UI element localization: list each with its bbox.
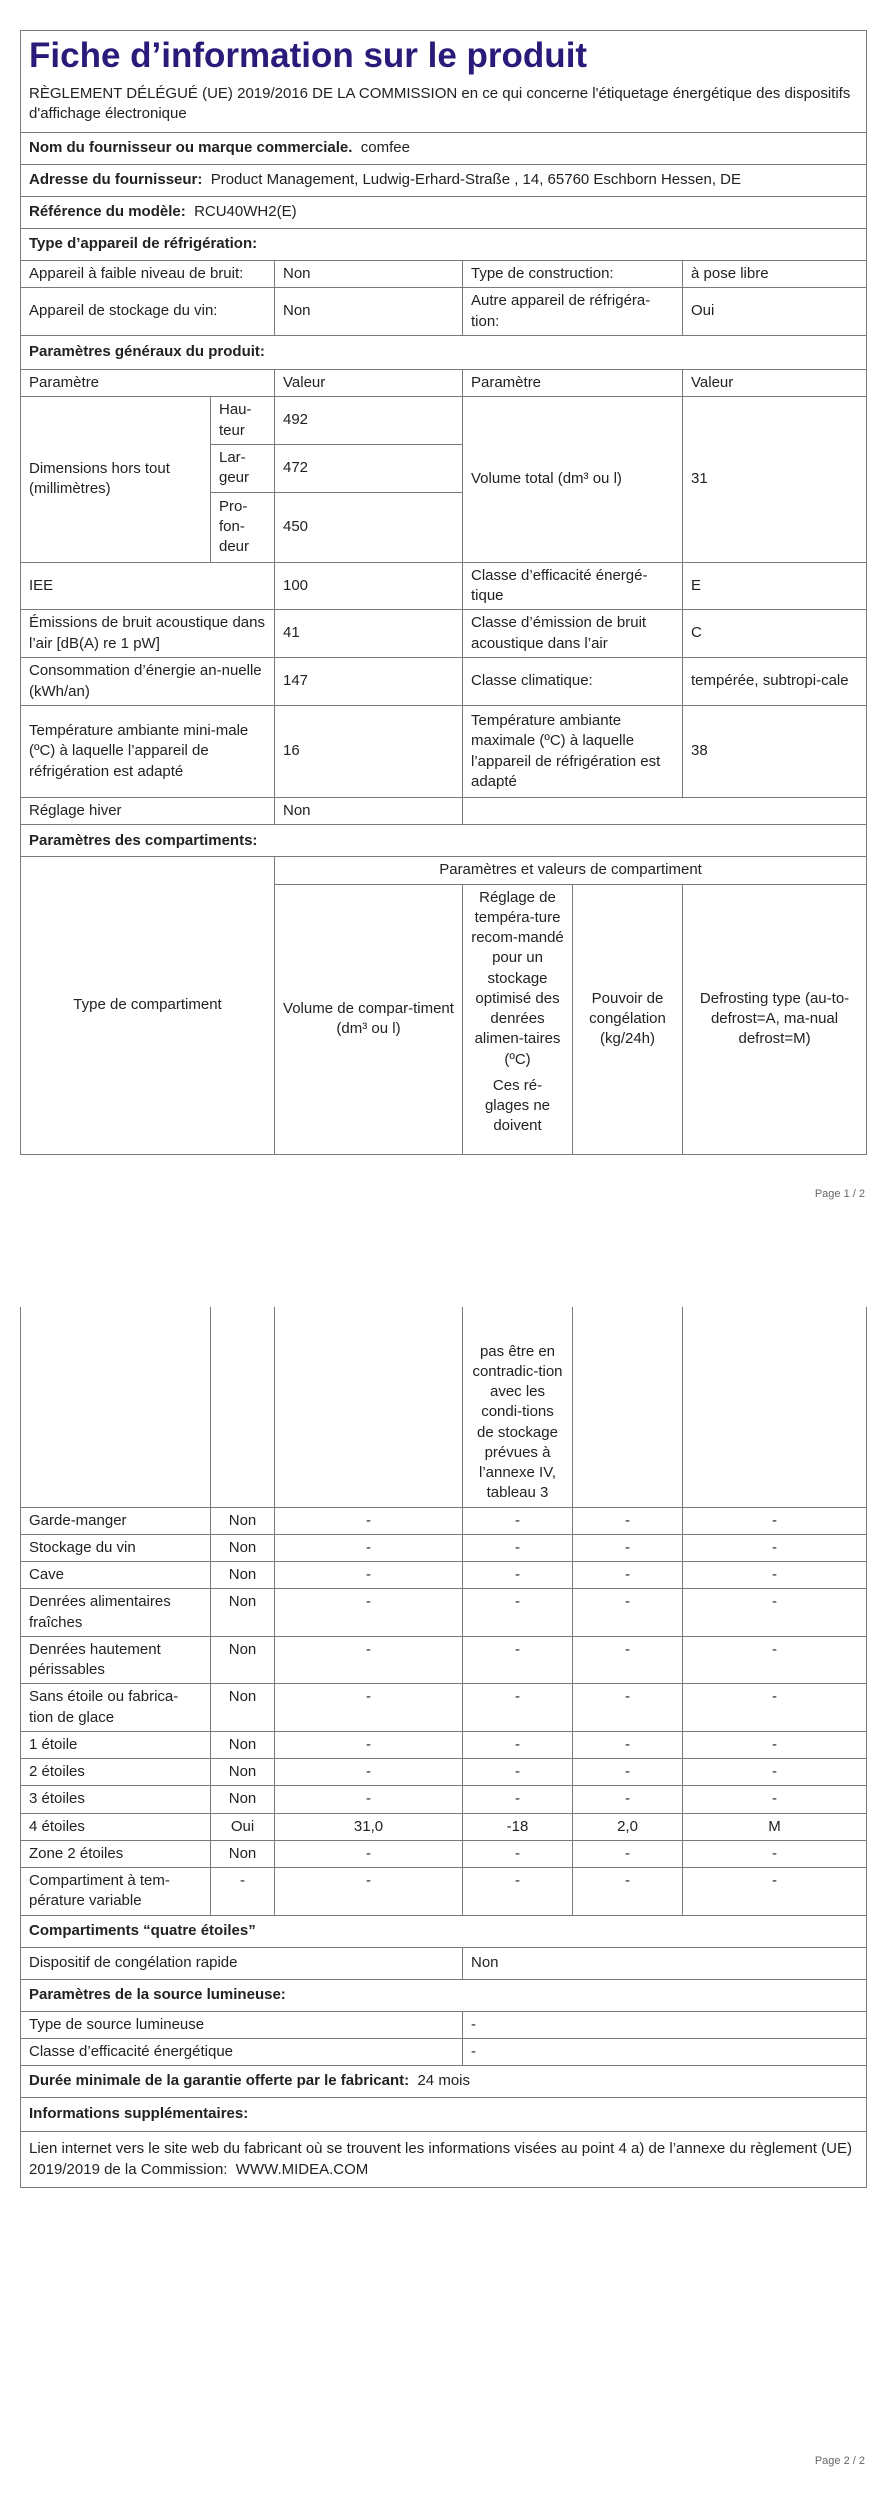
compartment-present: Non [211, 1507, 275, 1534]
fast-freeze-value: Non [463, 1947, 867, 1979]
col-header-param: Paramètre [21, 369, 275, 396]
min-temp-value: 16 [275, 706, 463, 798]
additional-info-heading: Informations supplémentaires: [21, 2098, 867, 2132]
width-label: Lar-geur [211, 445, 275, 493]
compartment-volume: 31,0 [275, 1813, 463, 1840]
compartment-temp: - [463, 1684, 573, 1732]
general-params-heading: Paramètres généraux du produit: [21, 335, 867, 369]
other-appliance-value: Oui [683, 288, 867, 336]
efficiency-class-value: E [683, 562, 867, 610]
compartment-present: Non [211, 1759, 275, 1786]
low-noise-value: Non [275, 261, 463, 288]
supplier-label: Nom du fournisseur ou marque commerciale. [29, 139, 353, 157]
page-title: Fiche d’information sur le produit [29, 36, 588, 75]
winter-setting-label: Réglage hiver [21, 798, 275, 825]
volume-value: 31 [683, 397, 867, 563]
compartment-freezing-capacity: - [573, 1636, 683, 1684]
compartment-freezing-capacity: - [573, 1759, 683, 1786]
compartment-volume: - [275, 1534, 463, 1561]
header-cell [21, 31, 867, 133]
compartment-temp: - [463, 1786, 573, 1813]
compartment-name: Cave [21, 1562, 211, 1589]
product-info-table-page-2 [20, 1307, 867, 2188]
compartment-present: Non [211, 1731, 275, 1758]
compartment-present: Non [211, 1786, 275, 1813]
construction-value: à pose libre [683, 261, 867, 288]
model-value: RCU40WH2(E) [194, 203, 297, 221]
compartment-row [21, 1813, 867, 1840]
compartment-freezing-capacity: - [573, 1684, 683, 1732]
winter-setting-empty [463, 798, 867, 825]
compartment-defrost: - [683, 1868, 867, 1916]
recommended-temp-header-part-1: Réglage de tempéra-ture recom-mandé pour un stockage optimisé des denrées alimen-taires (ºC) [471, 888, 564, 1068]
light-class-value: - [463, 2038, 867, 2065]
compartment-present: - [211, 1868, 275, 1916]
climate-class-value: tempérée, subtropi-cale [683, 658, 867, 706]
compartment-volume: - [275, 1636, 463, 1684]
compartment-name: Sans étoile ou fabrica-tion de glace [21, 1684, 211, 1732]
compartment-defrost: - [683, 1759, 867, 1786]
compartment-defrost: - [683, 1684, 867, 1732]
consumption-label: Consommation d’énergie an-nuelle (kWh/an) [21, 658, 275, 706]
compartment-defrost: - [683, 1786, 867, 1813]
wine-storage-label: Appareil de stockage du vin: [21, 288, 275, 336]
compartment-temp: -18 [463, 1813, 573, 1840]
compartment-defrost: - [683, 1562, 867, 1589]
page-2 [20, 1307, 866, 2188]
compartment-name: 2 étoiles [21, 1759, 211, 1786]
compartment-row [21, 1684, 867, 1732]
compartment-temp: - [463, 1731, 573, 1758]
height-label: Hau-teur [211, 397, 275, 445]
supplier-value: comfee [360, 139, 410, 157]
compartment-defrost: - [683, 1534, 867, 1561]
compartment-row [21, 1759, 867, 1786]
compartment-temp: - [463, 1589, 573, 1637]
col-header-value: Valeur [275, 369, 463, 396]
supplier-row [21, 133, 867, 165]
eei-label: IEE [21, 562, 275, 610]
compartment-name: Compartiment à tem-pérature variable [21, 1868, 211, 1916]
warranty-value: 24 mois [417, 2072, 470, 2090]
light-class-label: Classe d’efficacité énergétique [21, 2038, 463, 2065]
compartment-name: Zone 2 étoiles [21, 1840, 211, 1867]
compartment-row [21, 1507, 867, 1534]
compartment-volume: - [275, 1868, 463, 1916]
eei-value: 100 [275, 562, 463, 610]
page-number-1: Page 1 / 2 [814, 1188, 865, 1200]
page-number-2: Page 2 / 2 [814, 2455, 865, 2467]
compartment-freezing-capacity: - [573, 1840, 683, 1867]
height-value: 492 [275, 397, 463, 445]
noise-value: 41 [275, 610, 463, 658]
compartment-present: Oui [211, 1813, 275, 1840]
col-header-param-2: Paramètre [463, 369, 683, 396]
recommended-temp-header-part-3: pas être en contradic-tion avec les condi-tions de stockage prévues à l’annexe IV, tableau 3 [463, 1307, 573, 1507]
compartment-temp: - [463, 1868, 573, 1916]
compartment-temp: - [463, 1507, 573, 1534]
freezing-capacity-header: Pouvoir de congélation (kg/24h) [573, 884, 683, 1154]
compartment-volume: - [275, 1562, 463, 1589]
compartment-freezing-capacity: - [573, 1507, 683, 1534]
compartment-present: Non [211, 1534, 275, 1561]
compartment-name: Garde-manger [21, 1507, 211, 1534]
dimensions-label: Dimensions hors tout (millimètres) [21, 397, 211, 563]
recommended-temp-header-part-2: Ces ré-glages ne doivent [484, 1076, 551, 1135]
address-label: Adresse du fournisseur: [29, 171, 203, 189]
compartment-type-header: Type de compartiment [21, 857, 275, 1154]
compartment-name: 4 étoiles [21, 1813, 211, 1840]
depth-value: 450 [275, 492, 463, 562]
noise-class-value: C [683, 610, 867, 658]
compartment-defrost: M [683, 1813, 867, 1840]
other-appliance-label: Autre appareil de réfrigéra-tion: [463, 288, 683, 336]
compartment-row [21, 1868, 867, 1916]
compartment-volume: - [275, 1731, 463, 1758]
address-row [21, 165, 867, 197]
compartment-name: Denrées alimentaires fraîches [21, 1589, 211, 1637]
recommended-temp-header [463, 884, 573, 1154]
product-info-table-page-1 [20, 30, 867, 1155]
compartment-volume: - [275, 1840, 463, 1867]
compartment-group-header: Paramètres et valeurs de compartiment [275, 857, 867, 884]
compartment-temp: - [463, 1534, 573, 1561]
compartment-freezing-capacity: - [573, 1731, 683, 1758]
min-temp-label: Température ambiante mini-male (ºC) à laquelle l’appareil de réfrigération est adapté [21, 706, 275, 798]
compartment-freezing-capacity: - [573, 1562, 683, 1589]
compartment-freezing-capacity: - [573, 1786, 683, 1813]
compartment-name: 3 étoiles [21, 1786, 211, 1813]
compartment-present: Non [211, 1840, 275, 1867]
compartment-volume: - [275, 1589, 463, 1637]
regulation-text: RÈGLEMENT DÉLÉGUÉ (UE) 2019/2016 DE LA COMMISSION en ce qui concerne l'étiquetage énergétique des dispositifs d'affichage électronique [29, 84, 851, 122]
compartments-heading: Paramètres des compartiments: [21, 825, 867, 857]
compartment-volume: - [275, 1507, 463, 1534]
compartment-defrost: - [683, 1507, 867, 1534]
efficiency-class-label: Classe d’efficacité énergé-tique [463, 562, 683, 610]
compartment-defrost: - [683, 1840, 867, 1867]
warranty-row [21, 2066, 867, 2098]
compartment-freezing-capacity: - [573, 1868, 683, 1916]
max-temp-label: Température ambiante maximale (ºC) à laquelle l’appareil de réfrigération est adapté [463, 706, 683, 798]
compartment-row [21, 1840, 867, 1867]
compartment-row [21, 1786, 867, 1813]
fast-freeze-label: Dispositif de congélation rapide [21, 1947, 463, 1979]
max-temp-value: 38 [683, 706, 867, 798]
compartment-volume: - [275, 1759, 463, 1786]
address-value: Product Management, Ludwig-Erhard-Straße , 14, 65760 Eschborn Hessen, DE [210, 171, 741, 189]
compartment-temp: - [463, 1562, 573, 1589]
compartment-temp: - [463, 1840, 573, 1867]
compartment-name: Stockage du vin [21, 1534, 211, 1561]
winter-setting-value: Non [275, 798, 463, 825]
compartment-present: Non [211, 1684, 275, 1732]
wine-storage-value: Non [275, 288, 463, 336]
noise-label: Émissions de bruit acoustique dans l’air [dB(A) re 1 pW] [21, 610, 275, 658]
compartment-row [21, 1731, 867, 1758]
light-type-value: - [463, 2011, 867, 2038]
volume-label: Volume total (dm³ ou l) [463, 397, 683, 563]
defrost-type-header: Defrosting type (au-to-defrost=A, ma-nual defrost=M) [683, 884, 867, 1154]
compartment-freezing-capacity: - [573, 1534, 683, 1561]
model-row [21, 197, 867, 229]
manufacturer-url: WWW.MIDEA.COM [235, 2160, 369, 2178]
light-source-heading: Paramètres de la source lumineuse: [21, 1979, 867, 2011]
compartment-volume-header: Volume de compar-timent (dm³ ou l) [275, 884, 463, 1154]
width-value: 472 [275, 445, 463, 493]
additional-info-row [21, 2132, 867, 2188]
compartment-volume: - [275, 1786, 463, 1813]
appliance-type-heading: Type d’appareil de réfrigération: [21, 229, 867, 261]
compartment-row [21, 1534, 867, 1561]
compartment-name: 1 étoile [21, 1731, 211, 1758]
compartment-present: Non [211, 1562, 275, 1589]
compartment-present: Non [211, 1636, 275, 1684]
compartment-temp: - [463, 1759, 573, 1786]
light-type-label: Type de source lumineuse [21, 2011, 463, 2038]
page-1 [20, 30, 866, 1155]
compartment-defrost: - [683, 1731, 867, 1758]
compartment-row [21, 1589, 867, 1637]
compartment-defrost: - [683, 1636, 867, 1684]
compartment-rows [21, 1507, 867, 1915]
consumption-value: 147 [275, 658, 463, 706]
compartment-freezing-capacity: 2,0 [573, 1813, 683, 1840]
construction-label: Type de construction: [463, 261, 683, 288]
compartment-name: Denrées hautement périssables [21, 1636, 211, 1684]
model-label: Référence du modèle: [29, 203, 186, 221]
compartment-present: Non [211, 1589, 275, 1637]
warranty-label: Durée minimale de la garantie offerte par le fabricant: [29, 2072, 410, 2090]
col-header-value-2: Valeur [683, 369, 867, 396]
low-noise-label: Appareil à faible niveau de bruit: [21, 261, 275, 288]
compartment-defrost: - [683, 1589, 867, 1637]
compartment-row [21, 1636, 867, 1684]
depth-label: Pro-fon-deur [211, 492, 275, 562]
four-star-heading: Compartiments “quatre étoiles” [21, 1915, 867, 1947]
climate-class-label: Classe climatique: [463, 658, 683, 706]
noise-class-label: Classe d’émission de bruit acoustique dans l’air [463, 610, 683, 658]
compartment-freezing-capacity: - [573, 1589, 683, 1637]
compartment-volume: - [275, 1684, 463, 1732]
compartment-temp: - [463, 1636, 573, 1684]
additional-info-text: Lien internet vers le site web du fabricant où se trouvent les informations visées au point 4 a) de l’annexe du règlement (UE) 2019/2019 de la Commission: [29, 2140, 852, 2178]
compartment-row [21, 1562, 867, 1589]
